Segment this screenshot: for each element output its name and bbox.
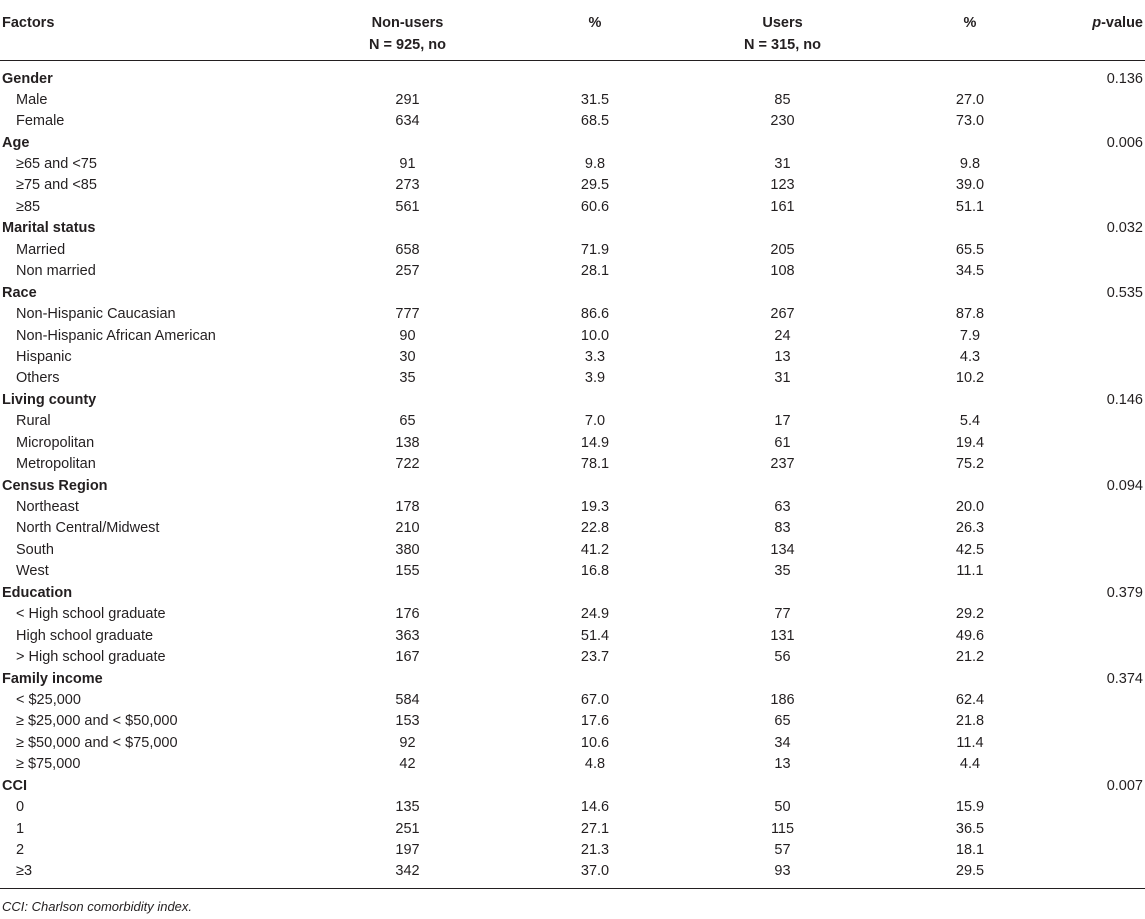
empty-cell <box>675 132 890 153</box>
empty-cell <box>890 583 1050 604</box>
users-count: 108 <box>770 263 795 280</box>
empty-cell <box>890 776 1050 797</box>
factor-label: 0 <box>16 799 25 816</box>
nonusers-percent: 22.8 <box>580 520 610 537</box>
nonusers-count: 342 <box>300 861 515 889</box>
header-nonusers <box>300 0 515 60</box>
category-row <box>0 218 1145 239</box>
empty-cell <box>300 218 515 239</box>
header-factors <box>0 0 300 60</box>
nonusers-percent: 21.3 <box>580 842 610 859</box>
empty-cell <box>515 776 675 797</box>
empty-cell <box>675 60 890 90</box>
nonusers-count: 658 <box>395 241 420 258</box>
users-count: 131 <box>770 627 795 644</box>
factor-label: Female <box>16 113 65 130</box>
category-row <box>0 668 1145 689</box>
nonusers-count: 363 <box>395 627 420 644</box>
table-row <box>0 540 1145 561</box>
factor-label: 2 <box>16 842 25 859</box>
factor-label: Non-Hispanic African American <box>16 327 216 344</box>
table-body <box>0 60 1145 889</box>
empty-cell <box>1050 411 1145 432</box>
table-row <box>0 711 1145 732</box>
nonusers-count: 30 <box>399 348 416 365</box>
table-row <box>0 347 1145 368</box>
nonusers-count: 92 <box>399 734 416 751</box>
users-percent: 20.0 <box>955 499 985 516</box>
empty-cell <box>890 60 1050 90</box>
nonusers-count: 176 <box>395 606 420 623</box>
empty-cell <box>1050 368 1145 389</box>
table-footnote: CCI: Charlson comorbidity index. <box>2 899 193 914</box>
factor-label: 1 <box>16 820 25 837</box>
users-count: 205 <box>770 241 795 258</box>
nonusers-count: 257 <box>395 263 420 280</box>
factor-label: Rural <box>16 413 51 430</box>
users-count: 50 <box>774 799 791 816</box>
p-value: 0.379 <box>1106 584 1143 601</box>
table-row <box>0 497 1145 518</box>
nonusers-count: 197 <box>395 842 420 859</box>
p-value: 0.007 <box>1106 777 1143 794</box>
category-label: Age <box>2 134 30 151</box>
empty-cell <box>675 668 890 689</box>
p-value: 0.136 <box>1106 70 1143 87</box>
empty-cell <box>1050 604 1145 625</box>
table-row <box>0 175 1145 196</box>
table-row <box>0 647 1145 668</box>
users-count: 13 <box>774 756 791 773</box>
nonusers-percent: 7.0 <box>584 413 606 430</box>
empty-cell <box>515 132 675 153</box>
factor-label: Others <box>16 370 60 387</box>
category-label: Education <box>2 584 73 601</box>
empty-cell <box>1050 497 1145 518</box>
table-row <box>0 197 1145 218</box>
nonusers-count: 42 <box>399 756 416 773</box>
header-nonusers-percent <box>515 0 675 60</box>
category-label: Race <box>2 284 37 301</box>
table-row <box>0 797 1145 818</box>
users-percent: 29.5 <box>890 861 1050 889</box>
empty-cell <box>300 668 515 689</box>
header-pvalue-rest: -value <box>1101 15 1143 31</box>
category-row <box>0 776 1145 797</box>
table-header <box>0 0 1145 60</box>
users-count: 93 <box>675 861 890 889</box>
users-count: 115 <box>770 820 795 837</box>
table-row <box>0 240 1145 261</box>
nonusers-percent: 10.6 <box>580 734 610 751</box>
empty-cell <box>1050 625 1145 646</box>
users-count: 65 <box>774 713 791 730</box>
nonusers-percent: 9.8 <box>584 156 606 173</box>
header-pct2-label: % <box>963 15 977 31</box>
empty-cell <box>515 282 675 303</box>
factor-label: ≥85 <box>16 198 41 215</box>
empty-cell <box>1050 861 1145 889</box>
empty-cell <box>1050 647 1145 668</box>
category-row <box>0 282 1145 303</box>
factor-label: South <box>16 541 54 558</box>
table-row <box>0 154 1145 175</box>
empty-cell <box>1050 90 1145 111</box>
empty-cell <box>1050 240 1145 261</box>
empty-cell <box>890 668 1050 689</box>
factor-label: < $25,000 <box>16 691 81 708</box>
nonusers-percent: 4.8 <box>584 756 606 773</box>
nonusers-count: 251 <box>395 820 420 837</box>
header-nonusers-line1: Non-users <box>371 15 444 31</box>
empty-cell <box>1050 754 1145 775</box>
nonusers-count: 178 <box>395 499 420 516</box>
empty-cell <box>1050 518 1145 539</box>
factor-label: Non married <box>16 263 96 280</box>
users-count: 161 <box>770 198 795 215</box>
factor-label: > High school graduate <box>16 649 166 666</box>
users-percent: 49.6 <box>955 627 985 644</box>
empty-cell <box>515 218 675 239</box>
factor-label: ≥65 and <75 <box>16 156 97 173</box>
empty-cell <box>1050 154 1145 175</box>
table-row <box>0 368 1145 389</box>
table-row <box>0 604 1145 625</box>
nonusers-count: 90 <box>399 327 416 344</box>
empty-cell <box>675 390 890 411</box>
header-factors-label: Factors <box>2 15 55 31</box>
category-label: Marital status <box>2 220 96 237</box>
empty-cell <box>1050 111 1145 132</box>
nonusers-count: 138 <box>395 434 420 451</box>
nonusers-percent: 78.1 <box>580 456 610 473</box>
users-percent: 39.0 <box>955 177 985 194</box>
empty-cell <box>675 218 890 239</box>
users-percent: 7.9 <box>959 327 981 344</box>
users-percent: 5.4 <box>959 413 981 430</box>
factor-label: Male <box>16 91 48 108</box>
nonusers-percent: 16.8 <box>580 563 610 580</box>
factor-label: Metropolitan <box>16 456 96 473</box>
factor-label: ≥ $50,000 and < $75,000 <box>16 734 178 751</box>
header-row <box>0 0 1145 60</box>
table-row <box>0 561 1145 582</box>
nonusers-percent: 3.9 <box>584 370 606 387</box>
users-count: 61 <box>774 434 791 451</box>
category-label: Living county <box>2 391 97 408</box>
empty-cell <box>1050 175 1145 196</box>
empty-cell <box>1050 797 1145 818</box>
nonusers-percent: 28.1 <box>580 263 610 280</box>
users-count: 17 <box>774 413 791 430</box>
empty-cell <box>675 475 890 496</box>
empty-cell <box>515 60 675 90</box>
header-nonusers-line2: N = 925, no <box>369 37 446 53</box>
empty-cell <box>1050 818 1145 839</box>
empty-cell <box>300 776 515 797</box>
users-count: 186 <box>770 691 795 708</box>
users-percent: 87.8 <box>955 306 985 323</box>
factor-label: North Central/Midwest <box>16 520 160 537</box>
nonusers-percent: 23.7 <box>580 649 610 666</box>
empty-cell <box>890 282 1050 303</box>
empty-cell <box>300 60 515 90</box>
empty-cell <box>515 390 675 411</box>
nonusers-percent: 29.5 <box>580 177 610 194</box>
users-percent: 51.1 <box>955 198 985 215</box>
table-row <box>0 111 1145 132</box>
users-percent: 21.2 <box>955 649 985 666</box>
users-count: 13 <box>774 348 791 365</box>
category-label: CCI <box>2 777 27 794</box>
users-percent: 11.4 <box>956 734 984 751</box>
empty-cell <box>300 475 515 496</box>
users-count: 56 <box>774 649 791 666</box>
p-value: 0.006 <box>1106 134 1143 151</box>
nonusers-percent: 14.9 <box>580 434 610 451</box>
empty-cell <box>515 583 675 604</box>
table-row <box>0 304 1145 325</box>
header-users-percent <box>890 0 1050 60</box>
users-percent: 27.0 <box>955 91 985 108</box>
table-row <box>0 518 1145 539</box>
empty-cell <box>300 282 515 303</box>
nonusers-count: 291 <box>395 91 420 108</box>
category-label: Census Region <box>2 477 108 494</box>
category-label: Gender <box>2 70 53 87</box>
users-percent: 26.3 <box>955 520 985 537</box>
nonusers-percent: 71.9 <box>580 241 610 258</box>
empty-cell <box>1050 261 1145 282</box>
nonusers-percent: 14.6 <box>580 799 610 816</box>
nonusers-count: 273 <box>395 177 420 194</box>
nonusers-percent: 41.2 <box>580 541 610 558</box>
nonusers-percent: 27.1 <box>580 820 610 837</box>
empty-cell <box>1050 561 1145 582</box>
nonusers-count: 91 <box>399 156 416 173</box>
users-percent: 18.1 <box>955 842 985 859</box>
users-count: 77 <box>774 606 791 623</box>
factor-label: ≥3 <box>0 861 300 889</box>
category-row <box>0 60 1145 90</box>
table-row <box>0 690 1145 711</box>
nonusers-percent: 17.6 <box>580 713 610 730</box>
empty-cell <box>1050 433 1145 454</box>
users-percent: 73.0 <box>955 113 985 130</box>
users-count: 230 <box>770 113 795 130</box>
nonusers-count: 153 <box>395 713 420 730</box>
p-value: 0.094 <box>1106 477 1143 494</box>
empty-cell <box>300 583 515 604</box>
nonusers-count: 210 <box>395 520 420 537</box>
nonusers-percent: 51.4 <box>580 627 610 644</box>
users-count: 31 <box>774 156 791 173</box>
table-row <box>0 840 1145 861</box>
factor-label: High school graduate <box>16 627 154 644</box>
factor-label: Non-Hispanic Caucasian <box>16 306 176 323</box>
empty-cell <box>1050 711 1145 732</box>
users-count: 134 <box>770 541 795 558</box>
p-value: 0.146 <box>1106 391 1143 408</box>
users-percent: 10.2 <box>955 370 985 387</box>
empty-cell <box>300 132 515 153</box>
users-count: 237 <box>770 456 795 473</box>
p-value: 0.535 <box>1106 284 1143 301</box>
nonusers-percent: 60.6 <box>580 198 610 215</box>
nonusers-percent: 37.0 <box>515 861 675 889</box>
users-count: 83 <box>774 520 791 537</box>
nonusers-count: 561 <box>395 198 420 215</box>
header-pvalue-p: p <box>1092 15 1102 31</box>
nonusers-percent: 3.3 <box>584 348 606 365</box>
empty-cell <box>675 776 890 797</box>
factor-label: Married <box>16 241 66 258</box>
category-row <box>0 132 1145 153</box>
nonusers-percent: 31.5 <box>580 91 610 108</box>
users-percent: 62.4 <box>955 691 985 708</box>
nonusers-percent: 19.3 <box>580 499 610 516</box>
empty-cell <box>890 132 1050 153</box>
header-pct1-label: % <box>588 15 602 31</box>
users-percent: 42.5 <box>955 541 985 558</box>
empty-cell <box>515 475 675 496</box>
factor-label: < High school graduate <box>16 606 166 623</box>
nonusers-count: 722 <box>395 456 420 473</box>
empty-cell <box>675 282 890 303</box>
table-row <box>0 625 1145 646</box>
category-row <box>0 390 1145 411</box>
nonusers-count: 167 <box>395 649 420 666</box>
users-count: 123 <box>770 177 795 194</box>
table-row <box>0 733 1145 754</box>
factor-label: Micropolitan <box>16 434 95 451</box>
users-percent: 65.5 <box>955 241 985 258</box>
empty-cell <box>300 390 515 411</box>
users-count: 35 <box>774 563 791 580</box>
empty-cell <box>1050 454 1145 475</box>
empty-cell <box>890 390 1050 411</box>
nonusers-percent: 86.6 <box>580 306 610 323</box>
p-value: 0.374 <box>1106 670 1143 687</box>
factor-label: Hispanic <box>16 348 72 365</box>
factor-label: Northeast <box>16 499 79 516</box>
nonusers-percent: 68.5 <box>580 113 610 130</box>
empty-cell <box>515 668 675 689</box>
users-percent: 11.1 <box>956 563 984 580</box>
users-count: 57 <box>774 842 791 859</box>
users-count: 31 <box>774 370 791 387</box>
category-row <box>0 583 1145 604</box>
table-row <box>0 325 1145 346</box>
table-row <box>0 411 1145 432</box>
nonusers-count: 380 <box>395 541 420 558</box>
nonusers-percent: 24.9 <box>580 606 610 623</box>
users-percent: 21.8 <box>955 713 985 730</box>
users-count: 267 <box>770 306 795 323</box>
empty-cell <box>1050 840 1145 861</box>
users-percent: 75.2 <box>955 456 985 473</box>
factor-label: West <box>16 563 49 580</box>
table-row <box>0 754 1145 775</box>
users-count: 63 <box>774 499 791 516</box>
empty-cell <box>1050 197 1145 218</box>
header-pvalue <box>1050 0 1145 60</box>
empty-cell <box>890 475 1050 496</box>
factor-label: ≥ $75,000 <box>16 756 81 773</box>
header-users-line1: Users <box>762 15 803 31</box>
users-percent: 15.9 <box>955 799 985 816</box>
empty-cell <box>1050 540 1145 561</box>
nonusers-percent: 10.0 <box>580 327 610 344</box>
header-users <box>675 0 890 60</box>
nonusers-count: 155 <box>395 563 420 580</box>
empty-cell <box>1050 733 1145 754</box>
nonusers-count: 584 <box>395 691 420 708</box>
users-percent: 9.8 <box>959 156 981 173</box>
table-row <box>0 261 1145 282</box>
users-count: 24 <box>774 327 791 344</box>
header-users-line2: N = 315, no <box>744 37 821 53</box>
nonusers-count: 135 <box>395 799 420 816</box>
empty-cell <box>1050 690 1145 711</box>
nonusers-percent: 67.0 <box>580 691 610 708</box>
users-count: 85 <box>774 91 791 108</box>
category-row <box>0 475 1145 496</box>
users-percent: 19.4 <box>955 434 985 451</box>
p-value: 0.032 <box>1106 220 1143 237</box>
empty-cell <box>1050 304 1145 325</box>
table-row <box>0 433 1145 454</box>
nonusers-count: 634 <box>395 113 420 130</box>
table-row <box>0 454 1145 475</box>
category-label: Family income <box>2 670 103 687</box>
users-percent: 34.5 <box>955 263 985 280</box>
table-row <box>0 90 1145 111</box>
factor-label: ≥75 and <85 <box>16 177 97 194</box>
users-percent: 29.2 <box>955 606 985 623</box>
nonusers-count: 65 <box>399 413 416 430</box>
users-percent: 4.3 <box>959 348 981 365</box>
empty-cell <box>675 583 890 604</box>
users-count: 34 <box>774 734 791 751</box>
empty-cell <box>1050 347 1145 368</box>
empty-cell <box>1050 325 1145 346</box>
table-row <box>0 818 1145 839</box>
users-percent: 36.5 <box>955 820 985 837</box>
empty-cell <box>890 218 1050 239</box>
table-row <box>0 861 1145 889</box>
factor-label: ≥ $25,000 and < $50,000 <box>16 713 178 730</box>
users-percent: 4.4 <box>959 756 981 773</box>
nonusers-count: 35 <box>399 370 416 387</box>
nonusers-count: 777 <box>395 306 420 323</box>
